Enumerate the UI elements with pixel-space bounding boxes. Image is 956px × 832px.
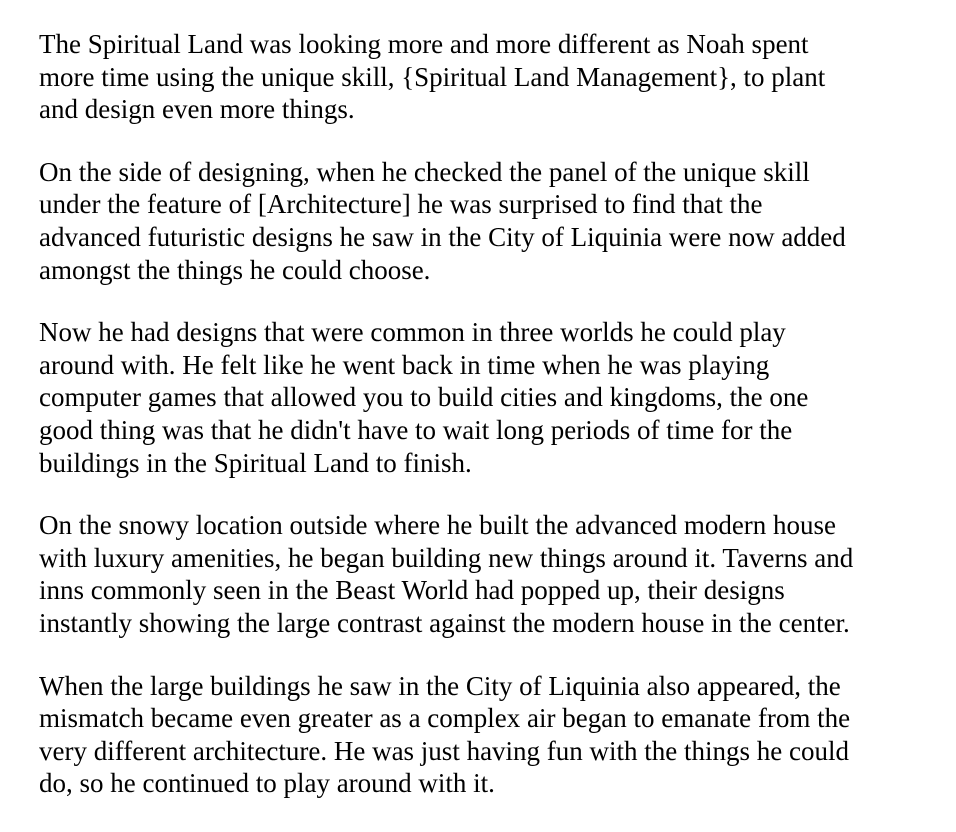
paragraph-3: Now he had designs that were common in three worlds he could play around with. He felt like he went back in time when he was playing computer games that allowed you to build cities and kingdoms, the one good thing was that he didn't have to wait long periods of time for the buildings in the Spiritual Land to finish. (39, 317, 809, 478)
paragraph-1: The Spiritual Land was looking more and more different as Noah spent more time using the unique skill, {Spiritual Land Management}, to plant and design even more things. (39, 29, 826, 125)
paragraph-5: When the large buildings he saw in the City of Liquinia also appeared, the mismatch became even greater as a complex air began to emanate from the very different architecture. He was just having fun with the things he could do, so he continued to play around with it. (39, 670, 851, 799)
document-body (39, 28, 929, 830)
paragraph-4: On the snowy location outside where he built the advanced modern house with luxury amenities, he began building new things around it. Taverns and inns commonly seen in the Beast World had popped up, their designs instantly showing the large contrast against the modern house in the center. (39, 510, 854, 638)
paragraph-2: On the side of designing, when he checked the panel of the unique skill under the feature of [Architecture] he was surprised to find that the advanced futuristic designs he saw in the City of Liquinia were now added amongst the things he could choose. (39, 156, 846, 285)
